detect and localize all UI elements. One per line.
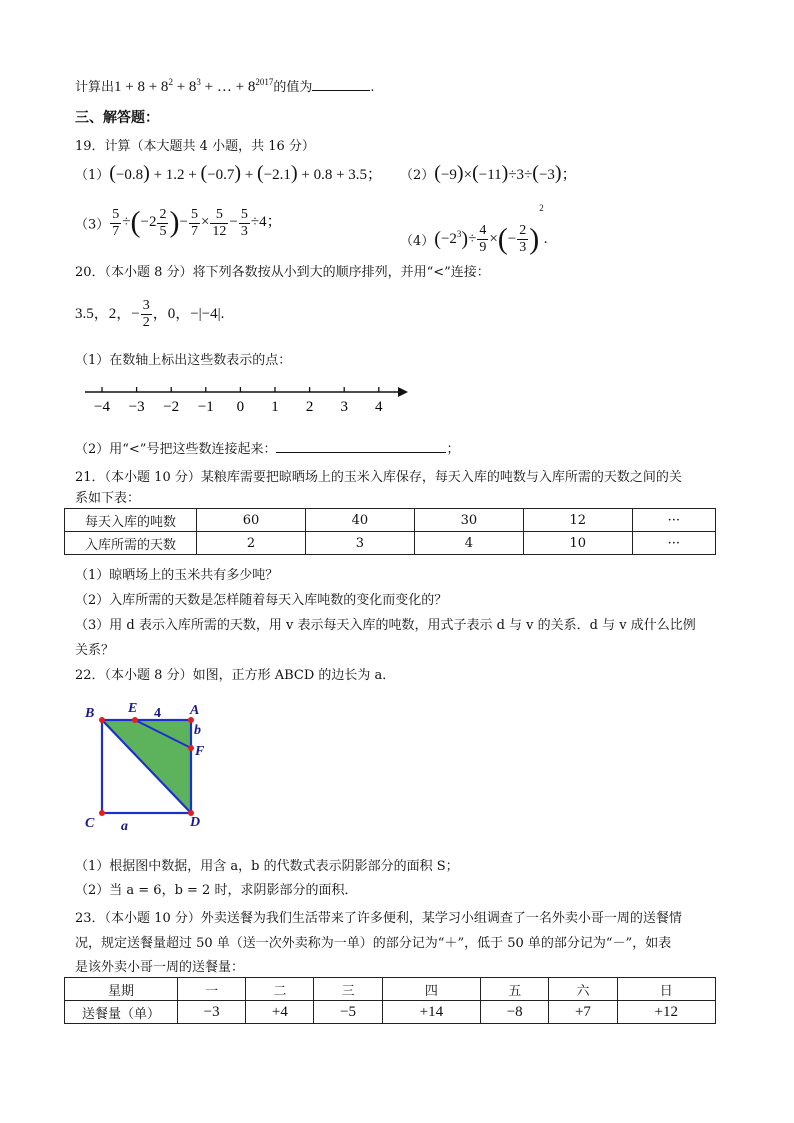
table-cell: 四 — [382, 978, 480, 1001]
q19-part2: （2）(−9)×(−11)÷3÷(−3)； — [400, 162, 577, 184]
table-cell: +4 — [246, 1001, 314, 1024]
table-cell: ··· — [632, 509, 715, 532]
label-b: B — [85, 706, 95, 721]
q18-answer-blank[interactable] — [312, 76, 370, 91]
label-a: A — [190, 703, 200, 718]
label-d: D — [190, 815, 201, 830]
table-cell: 入库所需的天数 — [65, 532, 197, 555]
q19-part2-expr: (−9)×(−11)÷3÷(−3)； — [434, 162, 577, 184]
tick-label: 1 — [271, 399, 279, 415]
point-f — [188, 745, 194, 751]
table-cell: 六 — [549, 978, 617, 1001]
table-cell: −5 — [314, 1001, 382, 1024]
table-row — [65, 509, 716, 532]
table-cell: 日 — [617, 978, 715, 1001]
number-line-arrow — [398, 387, 408, 397]
table-row — [65, 978, 716, 1001]
q18-tail: 计算出$1 + 8 + 8^2 + 8^3$ + … + $8^{2017}$的值为 . — [75, 77, 375, 95]
table-cell: 3 — [305, 532, 414, 555]
table-cell: 三 — [314, 978, 382, 1001]
point-b — [99, 717, 105, 723]
q23-line1: 23．（本小题 10 分）外卖送餐为我们生活带来了许多便利，某学习小组调查了一名外卖小哥一周的送餐情 — [75, 911, 682, 926]
table-cell: +14 — [382, 1001, 480, 1024]
label-b-side: b — [194, 723, 201, 738]
table-cell: 每天入库的吨数 — [65, 509, 197, 532]
table-cell: 送餐量（单） — [65, 1001, 178, 1024]
table-cell: 一 — [178, 978, 246, 1001]
table-row — [65, 1001, 716, 1024]
q23-line2: 况，规定送餐量超过 50 单（送一次外卖称为一单）的部分记为“＋”，低于 50 单的部分记为“－”，如表 — [75, 936, 672, 951]
table-cell: 二 — [246, 978, 314, 1001]
q18-suffix: 的值为 — [273, 80, 313, 95]
q21-title-line2: 系如下表： — [75, 491, 141, 506]
tick-label: −4 — [94, 399, 110, 415]
section3-title: 三、解答题： — [75, 110, 159, 126]
tick-label: 4 — [375, 399, 383, 415]
tick-label: −1 — [197, 399, 214, 415]
q23-line3: 是该外卖小哥一周的送餐量： — [75, 960, 245, 975]
q20-numbers: 3.5，2，− $\frac{3}{2}$ ，0，−|−4|. — [75, 298, 225, 330]
q21-sub2: （2）入库所需的天数是怎样随着每天入库吨数的变化而变化的？ — [75, 593, 448, 608]
table-cell: 2 — [197, 532, 306, 555]
tick-label: 3 — [340, 399, 348, 415]
q21-sub3-line2: 关系？ — [75, 643, 115, 658]
table-cell: 12 — [523, 509, 632, 532]
table-cell: +12 — [617, 1001, 715, 1024]
q22-sub1: （1）根据图中数据，用含 a，b 的代数式表示阴影部分的面积 S； — [75, 859, 459, 874]
label-c: C — [85, 816, 95, 831]
q19-part3-expr: $\frac{5}{7}$ ÷(−2 $\frac{2}{5}$ )− $\frac{5}{7}$ × $\frac{5}{12}$ − $\frac{5}{3}$ ÷4； — [112, 206, 282, 239]
table-cell: 星期 — [65, 978, 178, 1001]
q19-part4-expr: $(-2^3)\div$ $\frac{4}{9}$ ×(− $\frac{2}{3}$ )$^2$. — [434, 203, 548, 256]
number-line[interactable] — [80, 380, 410, 420]
q20-sub1: （1）在数轴上标出这些数表示的点： — [75, 353, 292, 368]
tick-label: 2 — [305, 399, 314, 415]
table-cell: 五 — [481, 978, 549, 1001]
label-4: 4 — [154, 706, 161, 721]
q21-title-line1: 21．（本小题 10 分）某粮库需要把晾晒场上的玉米入库保存，每天入库的吨数与入库所需的天数之间的关 — [75, 470, 682, 485]
table-cell: −3 — [178, 1001, 246, 1024]
q21-sub1: （1）晾晒场上的玉米共有多少吨？ — [75, 568, 279, 583]
q19-title: 19．计算（本大题共 4 小题，共 16 分） — [75, 139, 315, 154]
point-c — [99, 810, 105, 816]
q21-table — [64, 508, 716, 555]
q18-expression: $1 + 8 + 8^2 + 8^3$ + … + $8^{2017}$ — [114, 77, 274, 95]
table-cell: 40 — [305, 509, 414, 532]
q20-title: 20．（本小题 8 分）将下列各数按从小到大的顺序排列，并用“<”连接： — [75, 265, 490, 280]
square-figure — [80, 695, 220, 840]
tick-label: −3 — [128, 399, 145, 415]
table-cell: ··· — [632, 532, 715, 555]
tick-label: −2 — [163, 399, 180, 415]
table-cell: +7 — [549, 1001, 617, 1024]
number-line-ticks — [94, 387, 383, 415]
q22-title: 22．（本小题 8 分）如图，正方形 ABCD 的边长为 a． — [75, 668, 396, 683]
label-e: E — [128, 701, 138, 716]
tick-label: 0 — [236, 399, 245, 415]
table-cell: 60 — [197, 509, 306, 532]
label-a-side: a — [121, 819, 128, 834]
q21-sub3-line1: （3）用 d 表示入库所需的天数，用 v 表示每天入库的吨数，用式子表示 d 与 v 的关系．d 与 v 成什么比例 — [75, 618, 696, 633]
point-e — [132, 717, 138, 723]
q19-part1-expr: (−0.8) + 1.2 + (−0.7) + (−2.1) + 0.8 + 3.5； — [109, 162, 383, 184]
table-row — [65, 532, 716, 555]
table-cell: 4 — [414, 532, 523, 555]
label-f: F — [195, 744, 205, 759]
q20-answer-blank[interactable] — [276, 438, 446, 453]
q22-sub2: （2）当 a = 6，b = 2 时，求阴影部分的面积． — [75, 883, 358, 898]
q19-part4: $(4)(-2^3)\div$ $\frac{4}{9}$ ×(− $\frac{2}{3}$ )$^2$. — [400, 203, 548, 256]
q19-part1: （1）(−0.8) + 1.2 + (−0.7) + (−2.1) + 0.8 + 3.5； — [75, 162, 383, 184]
table-cell: 10 — [523, 532, 632, 555]
table-cell: 30 — [414, 509, 523, 532]
q23-table — [64, 977, 716, 1024]
q18-prefix: 计算出 — [75, 80, 115, 95]
q20-sub2: （2）用“<”号把这些数连接起来： ； — [75, 438, 459, 457]
q19-part3: （3） $\frac{5}{7}$ ÷(−2 $\frac{2}{5}$ )− $\frac{5}{7}$ × $\frac{5}{12}$ − $\frac{5}{3}$ ÷4； — [75, 206, 282, 239]
table-cell: −8 — [481, 1001, 549, 1024]
